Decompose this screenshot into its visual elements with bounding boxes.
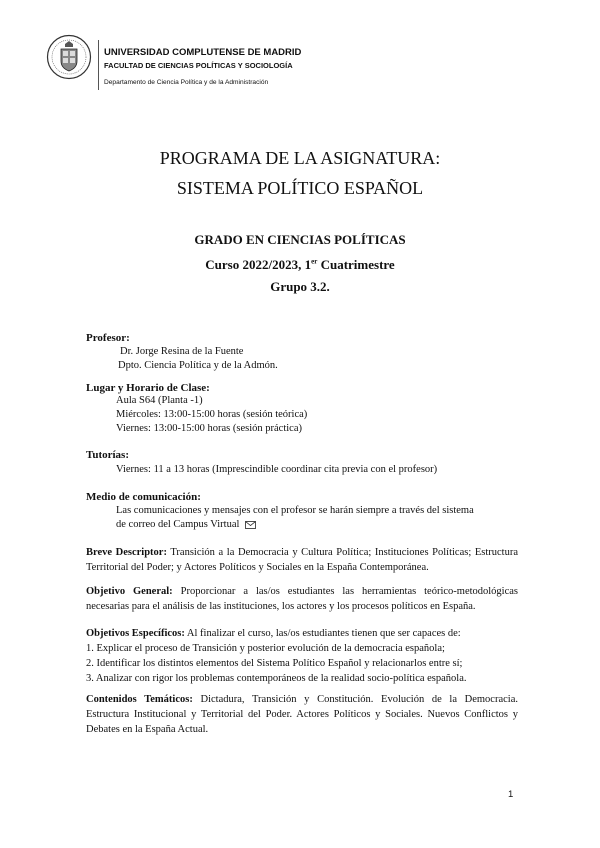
medio-label: Medio de comunicación:	[86, 491, 201, 503]
objetivo-item: 1. Explicar el proceso de Transición y posterior evolución de la democracia española;	[86, 643, 445, 654]
degree-name: GRADO EN CIENCIAS POLÍTICAS	[194, 232, 406, 247]
medio-line2: de correo del Campus Virtual	[116, 519, 256, 530]
profesor-name: Dr. Jorge Resina de la Fuente	[120, 346, 244, 357]
lugar-wednesday: Miércoles: 13:00-15:00 horas (sesión teórica)	[116, 409, 308, 420]
header-divider	[98, 40, 99, 90]
objetivo-general: Objetivo General: Proporcionar a las/os estudiantes las herramientas teórico-metodológicas necesarias para el análisis de las instituciones, los actores y los procesos políticos en España.	[86, 586, 519, 612]
contenidos-tematicos: Contenidos Temáticos: Dictadura, Transición y Constitución. Evolución de la Democracia. Estructura Institucional y Territorial del Poder. Actores Políticos y Sociales. Nuevos Conflictos y Debates en la España Actual.	[86, 694, 518, 735]
objetivo-item: 3. Analizar con rigor los problemas contemporáneos de la realidad socio-política española.	[86, 673, 467, 684]
university-name: UNIVERSIDAD COMPLUTENSE DE MADRID	[104, 47, 302, 58]
department-name: Departamento de Ciencia Política y de la Administración	[104, 79, 269, 86]
tutorias-label: Tutorías:	[86, 449, 129, 461]
tutorias-text: Viernes: 11 a 13 horas (Imprescindible coordinar cita previa con el profesor)	[116, 464, 438, 475]
profesor-label: Profesor:	[86, 332, 130, 344]
group-name: Grupo 3.2.	[270, 279, 330, 294]
course-line: Curso 2022/2023, 1er Cuatrimestre	[205, 257, 395, 272]
objetivos-especificos: Objetivos Específicos: Al finalizar el curso, las/os estudiantes tienen que ser capaces de: 1. Explicar el proceso de Transición y posterior evolución de la democracia española; 2. Identificar los distintos elementos del Sistema Político Español y relacionarlos entre sí; 3. Analizar con rigor los problemas contemporáneos de la realidad socio-política española.	[86, 626, 518, 686]
document-title-line1: PROGRAMA DE LA ASIGNATURA:	[159, 148, 441, 168]
objetivo-item: 2. Identificar los distintos elementos del Sistema Político Español y relacionarlos entre sí;	[86, 658, 463, 669]
faculty-name: FACULTAD DE CIENCIAS POLÍTICAS Y SOCIOLOGÍA	[104, 61, 293, 70]
breve-descriptor: Breve Descriptor: Transición a la Democracia y Cultura Política; Instituciones Políticas; Estructura Territorial del Poder; y Actores Políticos y Sociales en la España Contemporánea.	[86, 547, 518, 573]
lugar-friday: Viernes: 13:00-15:00 horas (sesión práctica)	[116, 423, 302, 434]
lugar-label: Lugar y Horario de Clase:	[86, 382, 210, 394]
profesor-dept: Dpto. Ciencia Política y de la Admón.	[118, 360, 278, 371]
document-title-line2: SISTEMA POLÍTICO ESPAÑOL	[176, 178, 424, 198]
medio-line1: Las comunicaciones y mensajes con el profesor se harán siempre a través del sistema	[116, 505, 474, 516]
page-number: 1	[508, 789, 514, 800]
university-seal-logo	[46, 34, 92, 80]
lugar-room: Aula S64 (Planta -1)	[116, 395, 203, 406]
mail-icon[interactable]	[245, 521, 256, 529]
